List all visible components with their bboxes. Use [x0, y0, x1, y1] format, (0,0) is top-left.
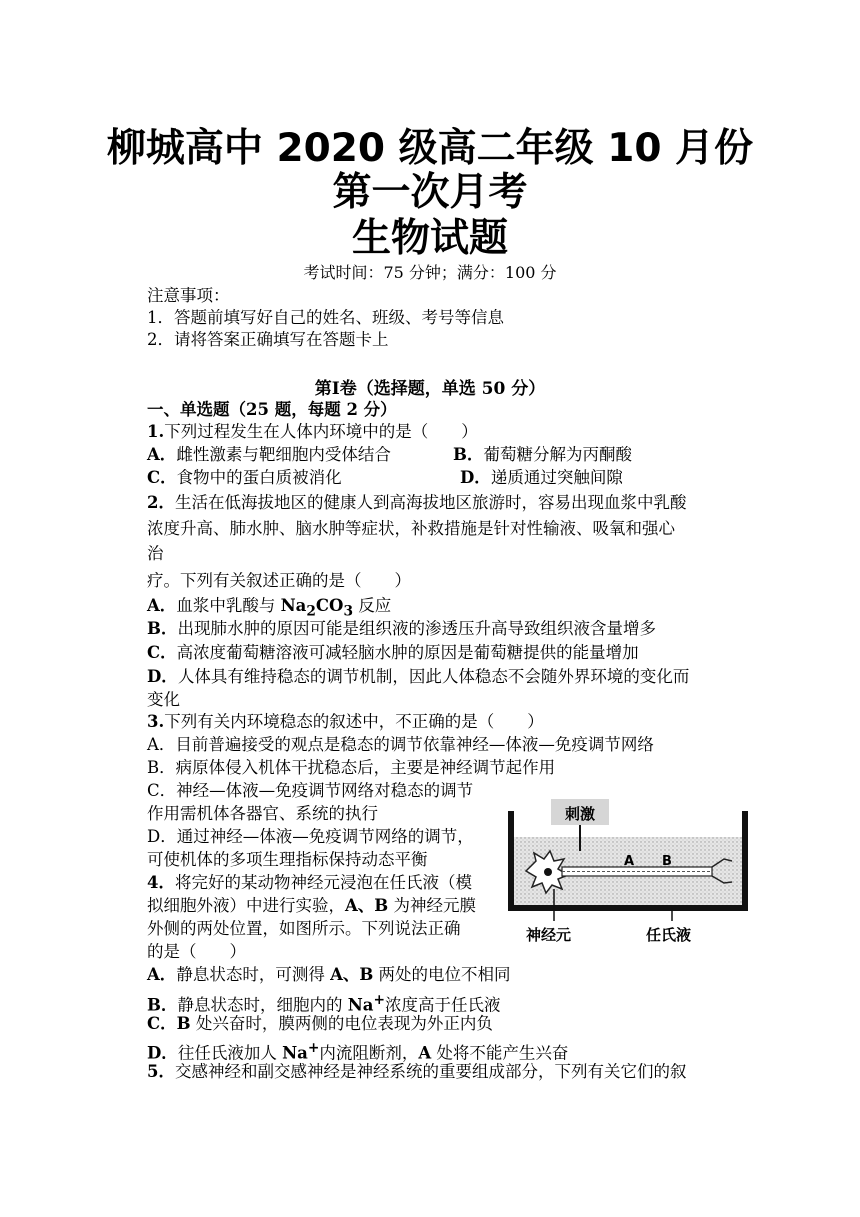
neuron-diagram-svg	[496, 797, 760, 947]
container-left-wall	[508, 811, 514, 911]
question-2-option-c: C．高浓度葡萄糖溶液可减轻脑水肿的原因是葡萄糖提供的能量增加	[147, 643, 639, 662]
question-2-stem-2: 浓度升高、肺水肿、脑水肿等症状，补救措施是针对性输液、吸氧和强心	[147, 519, 675, 538]
question-1-stem: 1.下列过程发生在人体内环境中的是（ ）	[147, 422, 478, 441]
question-2-option-a: A．血浆中乳酸与 $Na_2CO_3$ 反应	[147, 596, 392, 620]
question-4-option-a: A．静息状态时，可测得 A、B 两处的电位不相同	[147, 965, 511, 984]
question-4-stem-4: 的是（ ）	[147, 942, 246, 961]
container-right-wall	[742, 811, 748, 911]
question-4-stem-1: 4．将完好的某动物神经元浸泡在任氏液（模	[147, 873, 472, 892]
question-2-option-d-2: 变化	[147, 690, 180, 709]
question-3-option-a: A．目前普遍接受的观点是稳态的调节依靠神经—体液—免疫调节网络	[147, 735, 654, 754]
point-a-label: A	[624, 854, 635, 869]
question-3-option-c-1: C．神经—体液—免疫调节网络对稳态的调节	[147, 781, 474, 800]
question-1-option-b: B．葡萄糖分解为丙酮酸	[453, 445, 632, 464]
exam-title-line1: 柳城高中 2020 级高二年级 10 月份	[106, 126, 754, 171]
section-title: 第Ⅰ卷（选择题，单选 50 分）	[314, 379, 546, 399]
point-b-label: B	[662, 854, 672, 869]
container-bottom	[508, 905, 748, 911]
neuron-diagram	[496, 797, 760, 947]
question-2-stem-1: 2．生活在低海拔地区的健康人到高海拔地区旅游时，容易出现血浆中乳酸	[147, 493, 687, 512]
question-4-stem-2: 拟细胞外液）中进行实验，A、B 为神经元膜	[147, 896, 476, 915]
question-2-stem-3: 治	[147, 544, 164, 563]
ringer-solution-label: 任氏液	[646, 926, 692, 944]
stimulus-label: 刺激	[564, 805, 596, 823]
exam-title-line3: 生物试题	[351, 216, 508, 261]
neuron-label: 神经元	[526, 926, 572, 944]
question-4-option-c: C．B 处兴奋时，膜两侧的电位表现为外正内负	[147, 1014, 493, 1033]
exam-info: 考试时间：75 分钟；满分：100 分	[303, 263, 557, 282]
notice-heading: 注意事项：	[147, 286, 230, 305]
question-3-option-d-1: D．通过神经—体液—免疫调节网络的调节，	[147, 827, 474, 846]
notice-item-2: 2．请将答案正确填写在答题卡上	[147, 330, 389, 349]
section-subtitle: 一、单选题（25 题，每题 2 分）	[147, 400, 397, 419]
question-2-stem-4: 疗。下列有关叙述正确的是（ ）	[147, 571, 411, 590]
question-5-stem: 5．交感神经和副交感神经是神经系统的重要组成部分，下列有关它们的叙	[147, 1062, 687, 1081]
question-1-option-d: D．递质通过突触间隙	[460, 468, 623, 487]
question-3-option-b: B．病原体侵入机体干扰稳态后，主要是神经调节起作用	[147, 758, 556, 777]
question-3-option-d-2: 可使机体的多项生理指标保持动态平衡	[147, 850, 428, 869]
question-1-option-a: A．雌性激素与靶细胞内受体结合	[147, 445, 391, 464]
question-2-option-d-1: D．人体具有维持稳态的调节机制，因此人体稳态不会随外界环境的变化而	[147, 667, 690, 686]
question-1-option-c: C．食物中的蛋白质被消化	[147, 468, 342, 487]
question-4-option-b: B．静息状态时，细胞内的 Na+浓度高于任氏液	[147, 992, 501, 1015]
question-4-option-d: D．往任氏液加人 Na+内流阻断剂，A 处将不能产生兴奋	[147, 1040, 569, 1063]
neuron-nucleus	[544, 868, 552, 876]
question-3-option-c-2: 作用需机体各器官、系统的执行	[147, 804, 378, 823]
exam-title-line2: 第一次月考	[332, 170, 528, 215]
question-2-option-b: B．出现肺水肿的原因可能是组织液的渗透压升高导致组织液含量增多	[147, 619, 656, 638]
question-3-stem: 3.下列有关内环境稳态的叙述中，不正确的是（ ）	[147, 712, 544, 731]
notice-item-1: 1．答题前填写好自己的姓名、班级、考号等信息	[147, 308, 504, 327]
question-4-stem-3: 外侧的两处位置，如图所示。下列说法正确	[147, 919, 461, 938]
